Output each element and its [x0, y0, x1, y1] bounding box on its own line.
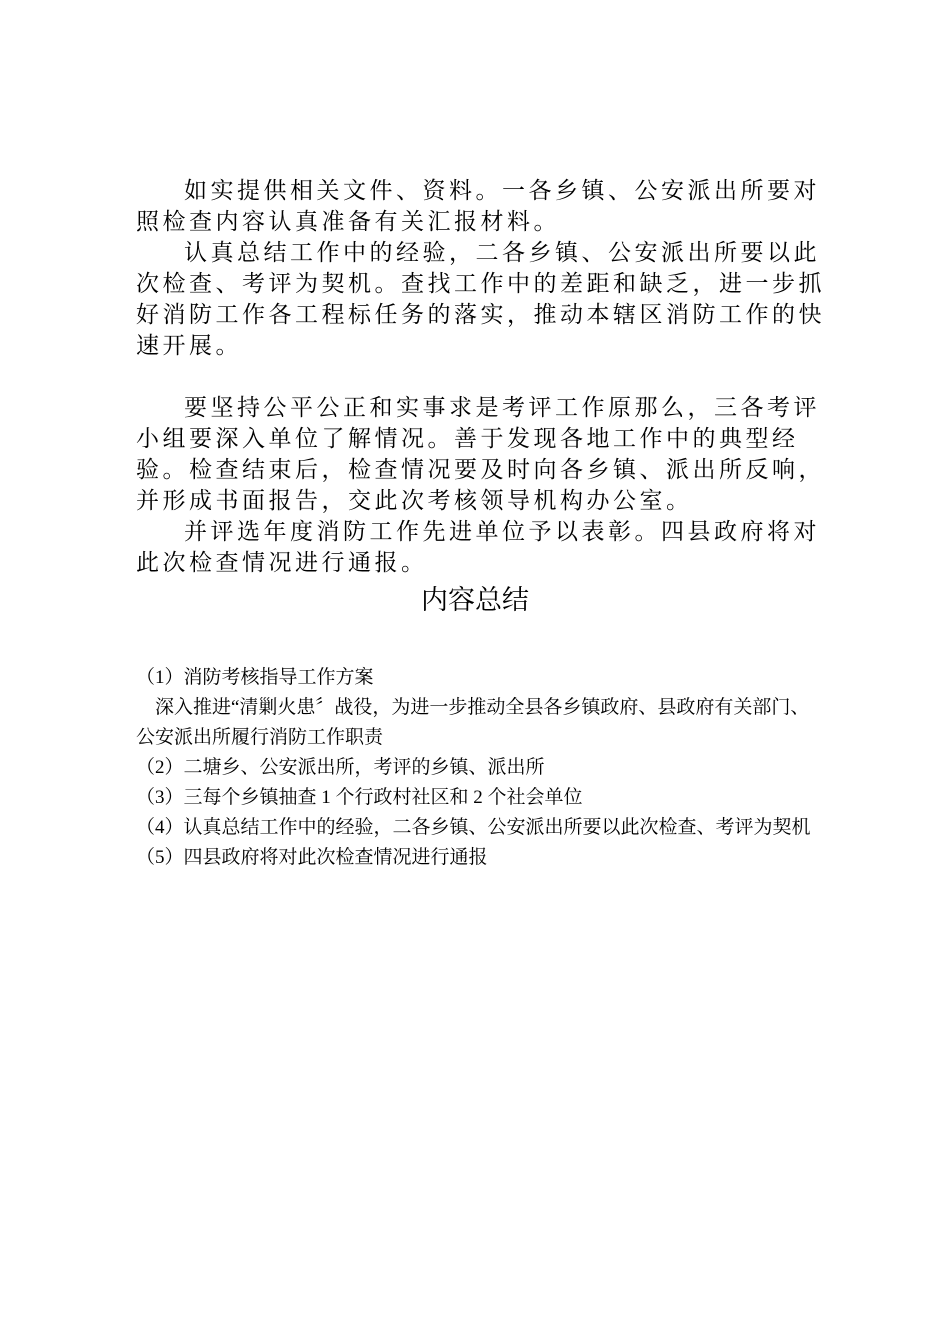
summary-item-4: （4）认真总结工作中的经验，二各乡镇、公安派出所要以此次检查、考评为契机 — [136, 817, 811, 838]
body-text — [136, 176, 826, 579]
body-paragraph-3: 要坚持公平公正和实事求是考评工作原那么，三各考评小组要深入单位了解情况。善于发现各地工作中的典型经验。检查结束后，检查情况要及时向各乡镇、派出所反响，并形成书面报告，交此次考核领导机构办公室。 — [136, 395, 825, 514]
summary-list — [136, 663, 826, 873]
summary-item-2: （2）二塘乡、公安派出所，考评的乡镇、派出所 — [136, 757, 545, 778]
summary-item-3: （3）三每个乡镇抽查 1 个行政村社区和 2 个社会单位 — [136, 787, 583, 808]
body-paragraph-2: 认真总结工作中的经验，二各乡镇、公安派出所要以此次检查、考评为契机。查找工作中的差距和缺乏，进一步抓好消防工作各工程标任务的落实，推动本辖区消防工作的快速开展。 — [136, 240, 825, 359]
summary-item-5: （5）四县政府将对此次检查情况进行通报 — [136, 847, 488, 868]
summary-title: 内容总结 — [421, 585, 529, 616]
body-paragraph-4: 并评选年度消防工作先进单位予以表彰。四县政府将对此次检查情况进行通报。 — [136, 519, 820, 576]
summary-item-1: （1）消防考核指导工作方案 — [136, 667, 374, 688]
summary-item-1-detail: 深入推进“清剿火患〞战役，为进一步推动全县各乡镇政府、县政府有关部门、公安派出所履行消防工作职责 — [136, 697, 810, 748]
body-paragraph-1: 如实提供相关文件、资料。一各乡镇、公安派出所要对照检查内容认真准备有关汇报材料。 — [136, 178, 820, 235]
